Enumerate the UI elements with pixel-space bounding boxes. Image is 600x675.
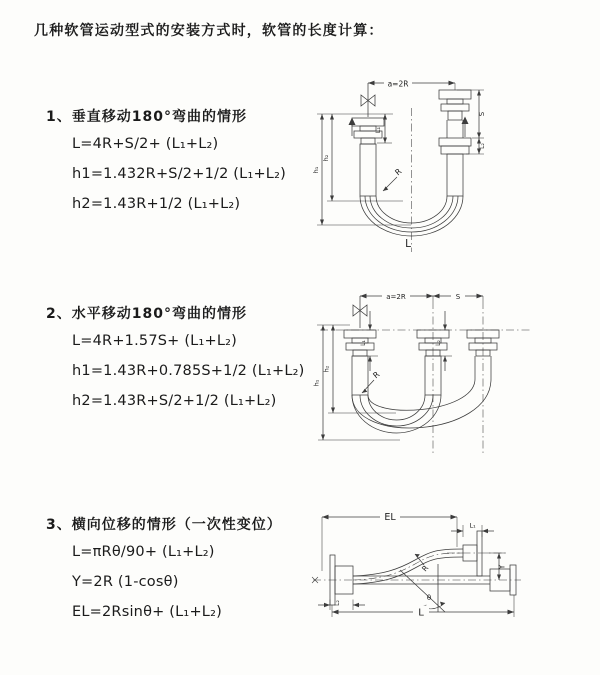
- d2-label-l1: L₁: [360, 340, 367, 346]
- section-3-heading: 3、横向位移的情形（一次性变位）: [46, 517, 282, 533]
- section-2-formula-h1: h1=1.43R+0.785S+1/2 (L₁+L₂): [72, 363, 305, 379]
- d3-label-l2: L₂: [334, 600, 341, 606]
- section-1-heading: 1、垂直移动180°弯曲的情形: [46, 109, 247, 125]
- section-2-heading: 2、水平移动180°弯曲的情形: [46, 306, 247, 322]
- d3-label-l: L: [418, 607, 424, 619]
- diagram-lateral-displacement: [305, 507, 570, 632]
- section-2-formula-h2: h2=1.43R+S/2+1/2 (L₁+L₂): [72, 393, 277, 409]
- d2-dimension-arrowheads: [321, 294, 483, 440]
- d1-right-flange: [439, 90, 471, 196]
- d3-dimension-lines: [318, 517, 514, 617]
- d1-label-l2: L₂: [479, 143, 486, 149]
- d2-label-s: S: [455, 292, 461, 301]
- d1-movement-arrows: [349, 117, 469, 138]
- d2-label-h1: h₁: [312, 379, 321, 387]
- d3-label-el: EL: [384, 512, 396, 523]
- d1-label-h1: h₁: [312, 166, 320, 174]
- page-title: 几种软管运动型式的安装方式时，软管的长度计算：: [34, 23, 384, 39]
- d2-label-a2r: a=2R: [386, 292, 406, 301]
- section-1-formula-h1: h1=1.432R+S/2+1/2 (L₁+L₂): [72, 166, 286, 182]
- d1-label-l1: L₁: [374, 126, 382, 134]
- section-1-formula-h2: h2=1.43R+1/2 (L₁+L₂): [72, 196, 241, 212]
- d3-label-theta: θ: [426, 594, 432, 602]
- d1-label-h2: h₂: [322, 154, 330, 162]
- d3-raised-flange: [463, 531, 482, 576]
- section-3-formula-Y: Y=2R (1-cosθ): [72, 574, 179, 590]
- d2-label-h2: h₂: [322, 365, 331, 373]
- diagram-vertical-180-bend: [300, 74, 540, 256]
- section-1-formula-L: L=4R+S/2+ (L₁+L₂): [72, 136, 219, 152]
- d3-label-l1: L₁: [469, 521, 476, 530]
- d3-label-y: Y: [497, 564, 507, 570]
- d2-dimension-lines: [317, 296, 483, 440]
- d3-label-r: R: [419, 563, 431, 574]
- section-3-formula-L: L=πRθ/90+ (L₁+L₂): [72, 544, 215, 560]
- d2-label-l2: L₂: [435, 340, 442, 346]
- section-3-formula-EL: EL=2Rsinθ+ (L₁+L₂): [72, 604, 222, 620]
- d1-label-a2r: a=2R: [387, 79, 409, 89]
- d1-label-s: S: [478, 111, 486, 117]
- d3-dimension-arrowheads: [322, 515, 514, 615]
- diagram-horizontal-180-bend: [300, 283, 555, 468]
- d2-hose-arcs: [352, 379, 491, 433]
- d1-label-r: R: [393, 166, 404, 178]
- section-2-formula-L: L=4R+1.57S+ (L₁+L₂): [72, 333, 237, 349]
- d2-left-flange: [344, 330, 376, 395]
- d1-label-l: L: [405, 238, 411, 250]
- d2-label-r: R: [371, 369, 382, 381]
